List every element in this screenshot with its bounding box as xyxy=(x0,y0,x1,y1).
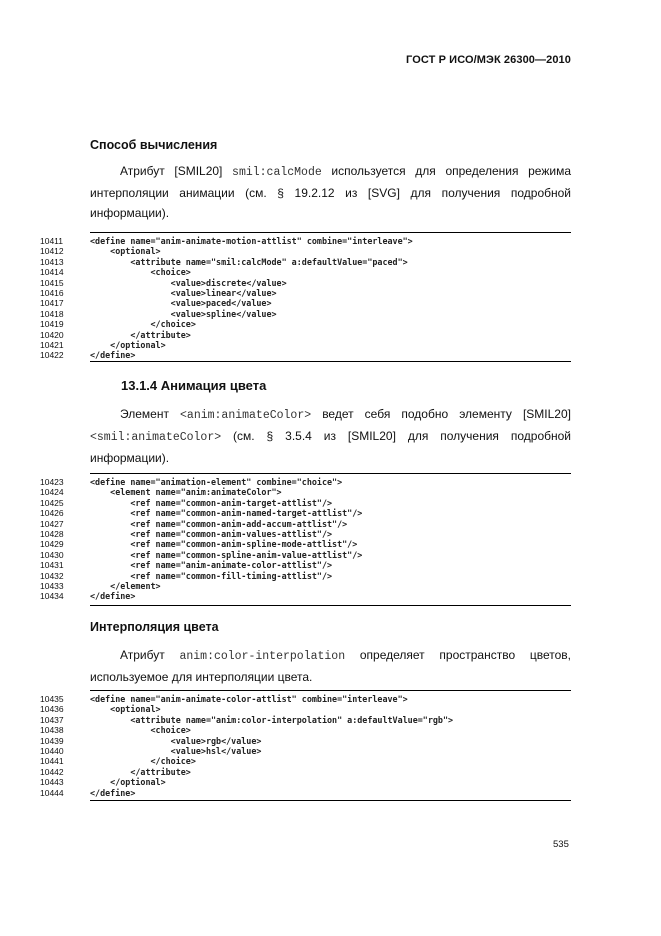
code-text: <optional> xyxy=(90,704,161,715)
code-rule-top xyxy=(90,690,571,691)
inline-code: <anim:animateColor> xyxy=(180,409,312,422)
code-text: </optional> xyxy=(90,340,166,350)
paragraph-text: Атрибут xyxy=(120,648,180,662)
page-number: 535 xyxy=(553,839,569,850)
code-text: <ref name="common-anim-named-target-attlist"/> xyxy=(90,508,363,519)
line-number: 10429 xyxy=(40,539,64,550)
code-text: <ref name="common-anim-spline-mode-attlist"/> xyxy=(90,539,358,550)
code-text: <value>rgb</value> xyxy=(90,735,262,746)
code-text: <ref name="common-fill-timing-attlist"/> xyxy=(90,570,333,581)
line-number: 10435 xyxy=(40,694,64,704)
code-text: <ref name="common-anim-add-accum-attlist"/> xyxy=(90,518,348,529)
line-number: 10432 xyxy=(40,570,64,581)
line-number: 10428 xyxy=(40,529,64,539)
paragraph-text: используется для определения режима интерполяции анимации (см. § 19.2.12 из [SVG] для получения подробной информации). xyxy=(90,164,571,220)
code-text: </optional> xyxy=(90,777,166,788)
paragraph-text: определяет пространство цветов, используемое для интерполяции цвета. xyxy=(90,648,571,684)
paragraph-calc-mode xyxy=(90,161,571,223)
section-heading-color-animation: 13.1.4 Анимация цвета xyxy=(121,378,267,393)
code-text: <define name="anim-animate-color-attlist" combine="interleave"> xyxy=(90,694,408,704)
paragraph-animate-color xyxy=(90,404,571,468)
line-number: 10414 xyxy=(40,267,64,278)
line-number: 10421 xyxy=(40,340,64,350)
code-text: <ref name="common-anim-target-attlist"/> xyxy=(90,497,333,508)
line-number: 10415 xyxy=(40,277,64,288)
line-number: 10436 xyxy=(40,704,64,715)
line-number: 10441 xyxy=(40,756,64,767)
paragraph-text: ведет себя подобно элементу [SMIL20] xyxy=(311,407,571,421)
paragraph-text: (см. § 3.5.4 из [SMIL20] для получения подробной информации). xyxy=(90,429,571,465)
paragraph-text: Элемент xyxy=(120,407,181,421)
line-number: 10438 xyxy=(40,725,64,736)
code-text: <attribute name="smil:calcMode" a:defaultValue="paced"> xyxy=(90,256,408,267)
line-number: 10419 xyxy=(40,319,64,330)
code-text: </attribute> xyxy=(90,329,191,340)
line-number: 10413 xyxy=(40,256,64,267)
line-number: 10437 xyxy=(40,714,64,725)
code-rule-bottom xyxy=(90,605,571,606)
line-number: 10433 xyxy=(40,581,64,591)
line-number: 10442 xyxy=(40,766,64,777)
code-text: <choice> xyxy=(90,267,191,278)
code-text: <define name="animation-element" combine="choice"> xyxy=(90,477,343,487)
line-number: 10425 xyxy=(40,497,64,508)
line-number: 10431 xyxy=(40,560,64,571)
section-heading-calc-mode: Способ вычисления xyxy=(90,138,218,152)
code-rule-top xyxy=(90,232,571,233)
line-number: 10444 xyxy=(40,787,64,798)
inline-code: <smil:animateColor> xyxy=(90,431,222,444)
line-number: 10424 xyxy=(40,487,64,498)
code-text: <optional> xyxy=(90,246,161,257)
line-number: 10422 xyxy=(40,350,64,361)
code-text: </choice> xyxy=(90,756,196,767)
code-text: <value>spline</value> xyxy=(90,308,277,319)
code-text: <define name="anim-animate-motion-attlist" combine="interleave"> xyxy=(90,236,413,246)
line-number: 10420 xyxy=(40,329,64,340)
line-number: 10411 xyxy=(40,236,64,246)
line-number: 10439 xyxy=(40,735,64,746)
code-rule-bottom xyxy=(90,800,571,801)
code-text: <value>hsl</value> xyxy=(90,746,262,756)
code-text: <value>paced</value> xyxy=(90,298,272,309)
code-text: <value>discrete</value> xyxy=(90,277,287,288)
code-text: </element> xyxy=(90,581,161,591)
line-number: 10412 xyxy=(40,246,64,257)
line-number: 10418 xyxy=(40,308,64,319)
paragraph-text: Атрибут [SMIL20] xyxy=(120,164,233,178)
line-number: 10423 xyxy=(40,477,64,487)
code-text: </attribute> xyxy=(90,766,191,777)
code-text: </define> xyxy=(90,787,136,798)
code-text: </choice> xyxy=(90,319,196,330)
code-text: <value>linear</value> xyxy=(90,288,277,298)
line-number: 10416 xyxy=(40,288,64,298)
line-number: 10430 xyxy=(40,549,64,560)
line-number: 10440 xyxy=(40,746,64,756)
code-text: </define> xyxy=(90,350,136,361)
document-header: ГОСТ Р ИСО/МЭК 26300—2010 xyxy=(406,54,571,66)
code-text: <ref name="common-spline-anim-value-attlist"/> xyxy=(90,549,363,560)
code-rule-top xyxy=(90,473,571,474)
inline-code: smil:calcMode xyxy=(232,166,322,179)
line-number: 10417 xyxy=(40,298,64,309)
line-number: 10434 xyxy=(40,591,64,602)
code-text: </define> xyxy=(90,591,136,602)
inline-code: anim:color-interpolation xyxy=(179,650,346,663)
line-number: 10426 xyxy=(40,508,64,519)
code-text: <choice> xyxy=(90,725,191,736)
code-text: <ref name="common-anim-values-attlist"/> xyxy=(90,529,333,539)
section-heading-color-interpolation: Интерполяция цвета xyxy=(90,620,219,634)
line-number: 10443 xyxy=(40,777,64,788)
code-text: <attribute name="anim:color-interpolation" a:defaultValue="rgb"> xyxy=(90,714,454,725)
line-number: 10427 xyxy=(40,518,64,529)
code-rule-bottom xyxy=(90,361,571,362)
code-text: <element name="anim:animateColor"> xyxy=(90,487,282,498)
paragraph-color-interpolation xyxy=(90,645,571,687)
code-text: <ref name="anim-animate-color-attlist"/> xyxy=(90,560,333,571)
